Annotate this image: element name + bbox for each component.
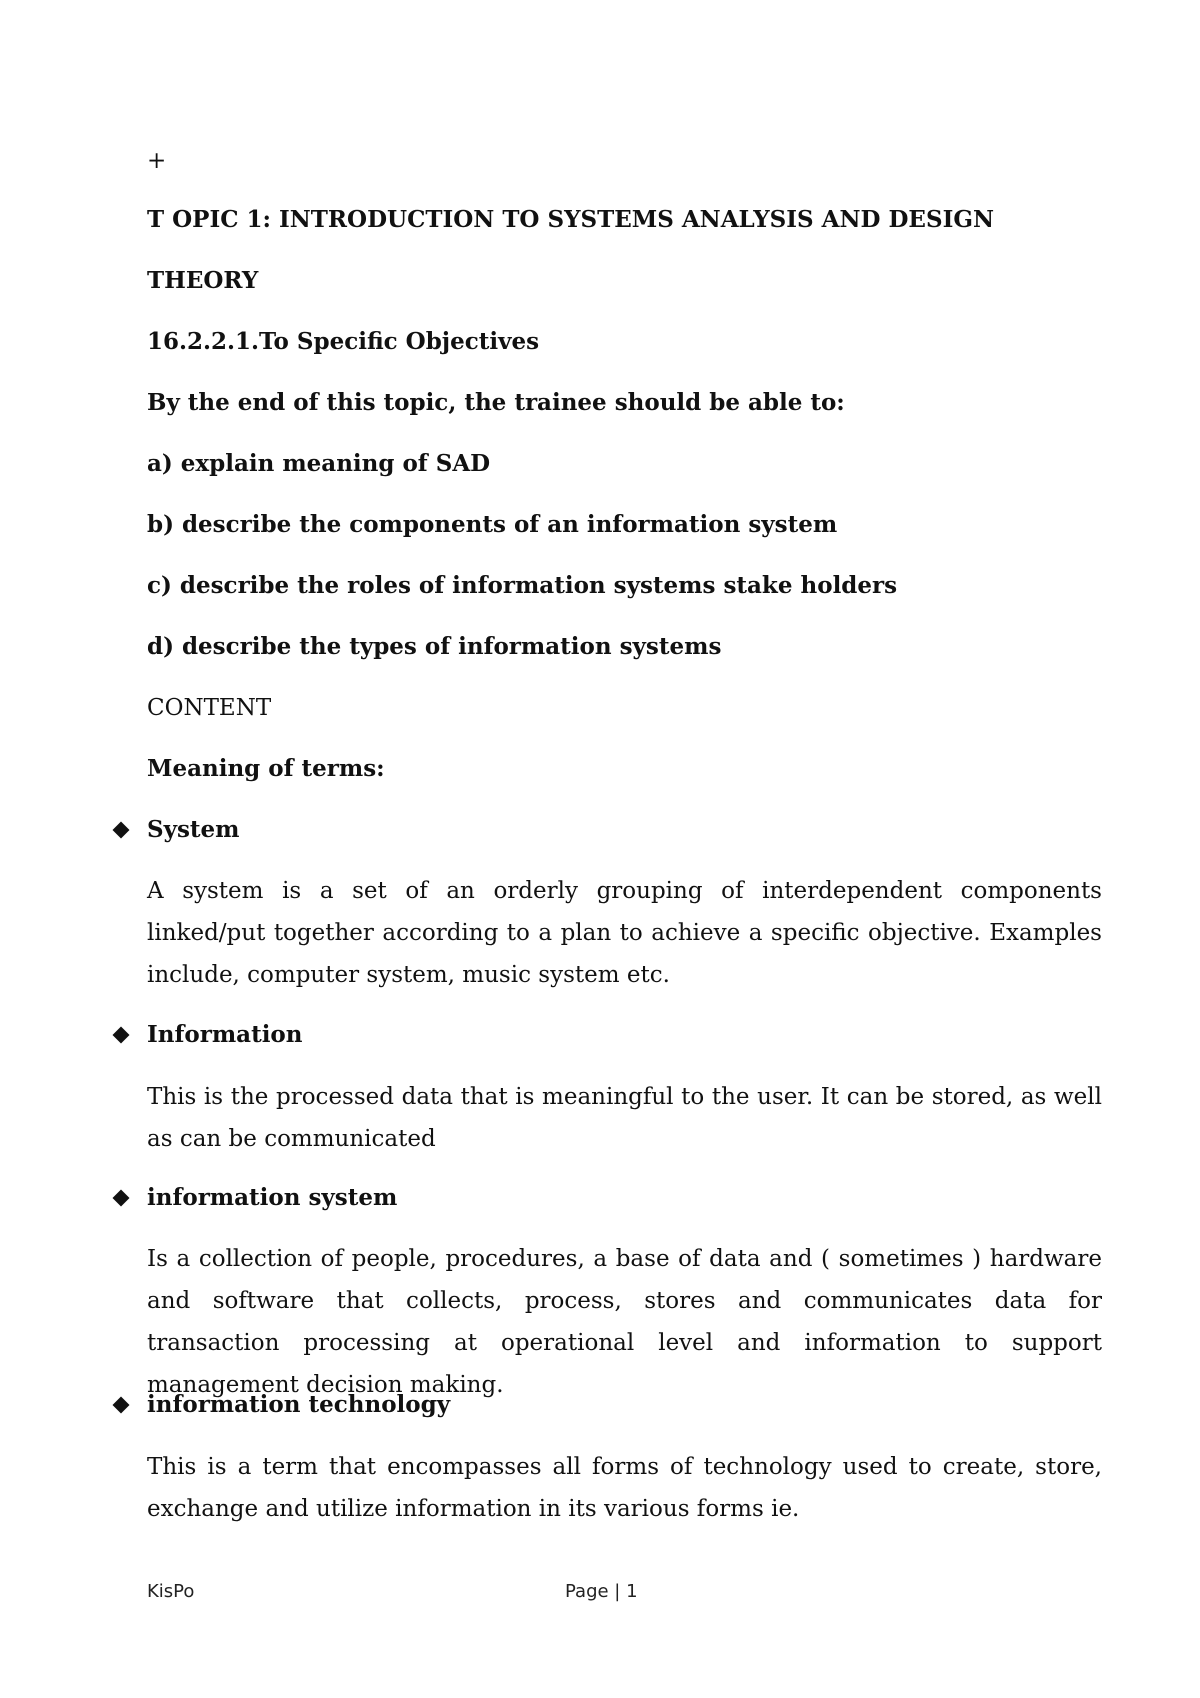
page-number: Page | 1 [565,1581,638,1602]
footer-left-label: KisPo [147,1581,195,1602]
term-definition: A system is a set of an orderly grouping of interdependent components linked/put together according to a plan to achieve a specific objective. Examples include, computer system, music system etc. [147,878,1102,988]
diamond-bullet-icon [110,1390,132,1420]
terms-heading: Meaning of terms: [147,755,385,782]
term-definition: This is a term that encompasses all forms of technology used to create, store, exchange and utilize information in its various forms ie. [147,1454,1102,1522]
objective-item: b) describe the components of an information system [147,511,838,538]
plus-mark: + [147,148,167,174]
objective-item: a) explain meaning of SAD [147,450,491,477]
diamond-bullet-icon [110,815,132,845]
diamond-bullet-icon [110,1183,132,1213]
objective-item: c) describe the roles of information systems stake holders [147,572,898,599]
intro-sentence: By the end of this topic, the trainee should be able to: [147,389,845,416]
content-heading: CONTENT [147,695,272,721]
term-heading: Information [147,1021,303,1048]
diamond-bullet-icon [110,1020,132,1050]
term-heading: information technology [147,1391,451,1418]
topic-title: T OPIC 1: INTRODUCTION TO SYSTEMS ANALYSIS AND DESIGN [147,206,994,233]
term-heading: System [147,816,240,843]
term-definition: This is the processed data that is meaningful to the user. It can be stored, as well as can be communicated [147,1084,1102,1152]
term-heading: information system [147,1184,398,1211]
objectives-heading: 16.2.2.1.To Specific Objectives [147,328,540,355]
objective-item: d) describe the types of information systems [147,633,722,660]
theory-heading: THEORY [147,267,259,294]
term-definition: Is a collection of people, procedures, a base of data and ( sometimes ) hardware and software that collects, process, stores and communicates data for transaction processing at operational level and information to support management decision making. [147,1246,1102,1398]
